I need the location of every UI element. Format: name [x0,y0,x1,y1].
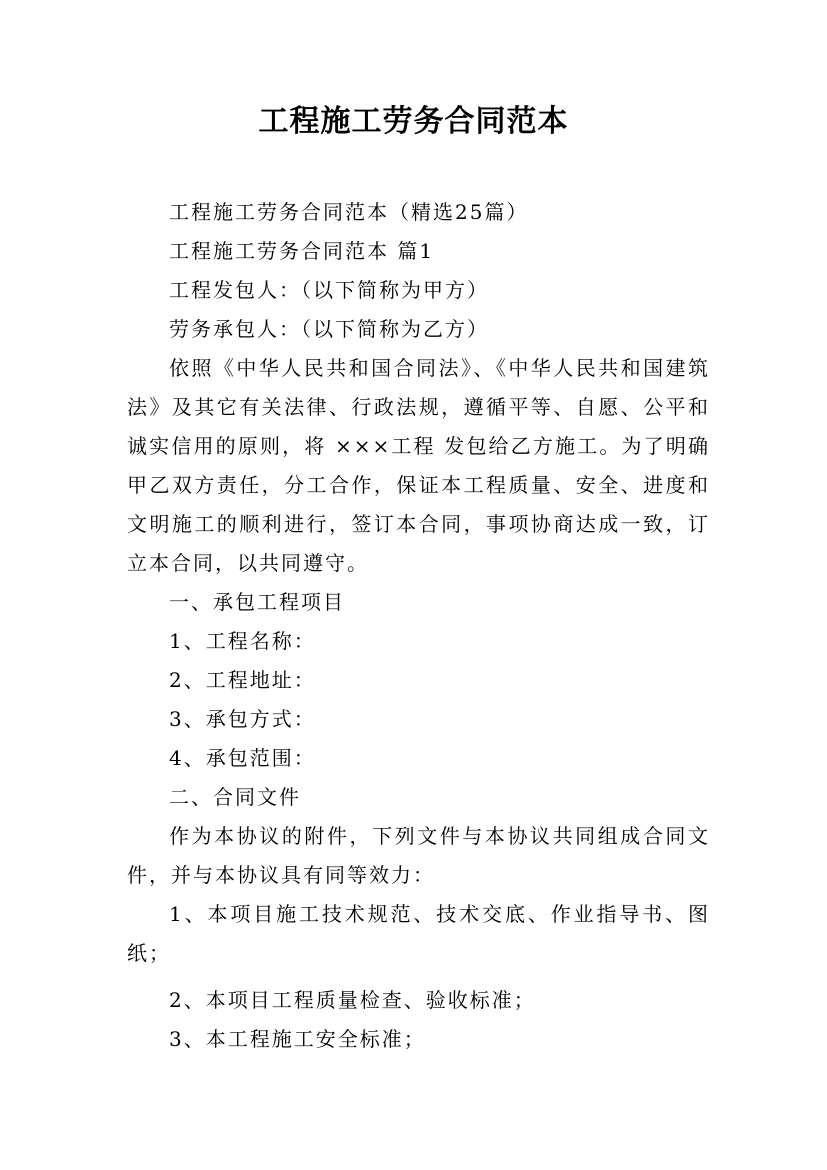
paragraph-item: 3、本工程施工安全标准； [169,1027,426,1051]
paragraph-party-a: 工程发包人：（以下简称为甲方） [169,278,489,302]
paragraph-section-heading: 工程施工劳务合同范本 篇1 [169,239,435,263]
paragraph-item: 1、本项目施工技术规范、技术交底、作业指导书、图纸； [127,902,710,965]
paragraph-attachments-intro: 作为本协议的附件，下列文件与本协议共同组成合同文件，并与本协议具有同等效力： [127,824,710,887]
paragraph-subtitle: 工程施工劳务合同范本（精选25篇） [169,200,529,224]
paragraph-item: 3、承包方式： [169,707,316,731]
paragraph-preamble: 依照《中华人民共和国合同法》、《中华人民共和国建筑法》及其它有关法律、行政法规，遵循平等、自愿、公平和诚实信用的原则，将 ×××工程 发包给乙方施工。为了明确甲乙双方责任，分工合作，保证本工程质量、安全、进度和文明施工的顺利进行，签订本合同，事项协商达成一致，订立本合同，以共同遵守。 [127,356,710,575]
paragraph-item: 4、承包范围： [169,746,316,770]
paragraph-heading-1: 一、承包工程项目 [169,590,345,614]
document-body [127,193,710,1059]
paragraph-heading-2: 二、合同文件 [169,785,301,809]
paragraph-item: 2、本项目工程质量检查、验收标准； [169,988,536,1012]
paragraph-party-b: 劳务承包人：（以下简称为乙方） [169,317,489,341]
document-title: 工程施工劳务合同范本 [258,104,569,139]
paragraph-item: 2、工程地址： [169,668,316,692]
paragraph-item: 1、工程名称： [169,629,316,653]
